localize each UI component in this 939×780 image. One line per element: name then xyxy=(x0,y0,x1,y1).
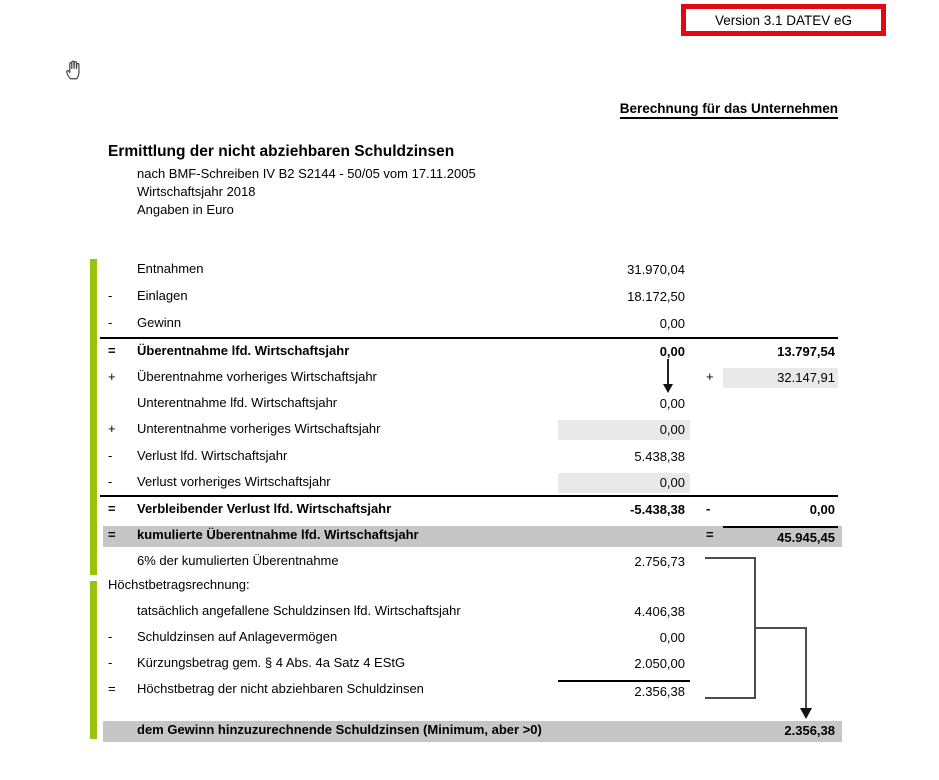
row-operator: - xyxy=(108,315,113,330)
sum-line xyxy=(100,495,838,497)
document-subtitle-year: Wirtschaftsjahr 2018 xyxy=(137,184,256,199)
table-row xyxy=(0,523,939,549)
row-value-col1: 0,00 xyxy=(659,316,685,331)
table-row xyxy=(0,444,939,470)
row-operator: - xyxy=(108,448,113,463)
document-title: Ermittlung der nicht abziehbaren Schuldzinsen xyxy=(108,143,455,160)
row-operator: = xyxy=(108,681,116,696)
row-value-col1: 2.756,73 xyxy=(634,554,685,569)
version-badge-label: Version 3.1 DATEV eG xyxy=(714,12,853,28)
row-label: Entnahmen xyxy=(137,261,204,276)
table-row xyxy=(0,497,939,523)
row-label: Unterentnahme lfd. Wirtschaftsjahr xyxy=(137,395,338,410)
row-value-col1: 0,00 xyxy=(659,396,685,411)
table-row xyxy=(0,625,939,651)
row-label: kumulierte Überentnahme lfd. Wirtschaftsjahr xyxy=(137,527,419,542)
table-row xyxy=(0,311,939,337)
row-value-col1: 31.970,04 xyxy=(627,262,685,277)
row-operator: - xyxy=(108,288,113,303)
document-subtitle-currency: Angaben in Euro xyxy=(137,202,234,217)
table-row xyxy=(0,549,939,575)
row-operator-col2: - xyxy=(706,501,711,516)
row-value-col1: 4.406,38 xyxy=(634,604,685,619)
table-row xyxy=(0,599,939,625)
table-row xyxy=(0,284,939,310)
row-operator-col2: = xyxy=(706,527,714,542)
row-label: tatsächlich angefallene Schuldzinsen lfd. Wirtschaftsjahr xyxy=(137,603,461,618)
row-label: Überentnahme vorheriges Wirtschaftsjahr xyxy=(137,369,377,384)
row-value-col1: 0,00 xyxy=(558,420,690,440)
table-row xyxy=(0,718,939,744)
document-subtitle-reference: nach BMF-Schreiben IV B2 S2144 - 50/05 vom 17.11.2005 xyxy=(137,166,476,181)
row-value-col1: 0,00 xyxy=(659,630,685,645)
row-label: Höchstbetragsrechnung: xyxy=(108,577,250,592)
row-label: Überentnahme lfd. Wirtschaftsjahr xyxy=(137,343,350,358)
row-value-col1: -5.438,38 xyxy=(630,502,685,517)
row-label: Gewinn xyxy=(137,315,182,330)
row-label: Höchstbetrag der nicht abziehbaren Schuldzinsen xyxy=(137,681,424,696)
row-operator: + xyxy=(108,421,116,436)
table-row xyxy=(0,365,939,391)
table-row xyxy=(0,391,939,417)
row-value-col1: 0,00 xyxy=(659,344,685,359)
row-value-col2: 45.945,45 xyxy=(723,526,838,546)
row-value-col1: 18.172,50 xyxy=(627,289,685,304)
row-label: 6% der kumulierten Überentnahme xyxy=(137,553,339,568)
table-row xyxy=(0,339,939,365)
row-value-col1: 2.356,38 xyxy=(558,680,690,700)
row-value-col1: 0,00 xyxy=(558,473,690,493)
row-operator: = xyxy=(108,501,116,516)
row-label: Verbleibender Verlust lfd. Wirtschaftsjahr xyxy=(137,501,392,516)
section-header: Berechnung für das Unternehmen xyxy=(620,101,838,119)
row-label: dem Gewinn hinzuzurechnende Schuldzinsen (Minimum, aber >0) xyxy=(137,722,542,737)
sum-line xyxy=(100,337,838,339)
row-label: Verlust vorheriges Wirtschaftsjahr xyxy=(137,474,331,489)
row-value-col2: 0,00 xyxy=(809,502,835,517)
row-label: Verlust lfd. Wirtschaftsjahr xyxy=(137,448,288,463)
row-operator: = xyxy=(108,527,116,542)
row-value-col2: 32.147,91 xyxy=(723,368,838,388)
row-value-col1: 2.050,00 xyxy=(634,656,685,671)
table-row xyxy=(0,651,939,677)
row-value-col1: 5.438,38 xyxy=(634,449,685,464)
row-label: Einlagen xyxy=(137,288,188,303)
row-value-col2: 2.356,38 xyxy=(784,723,835,738)
table-row xyxy=(0,417,939,443)
row-operator-col2: + xyxy=(706,369,714,384)
row-label: Kürzungsbetrag gem. § 4 Abs. 4a Satz 4 EStG xyxy=(137,655,406,670)
table-row xyxy=(0,677,939,703)
row-label: Unterentnahme vorheriges Wirtschaftsjahr xyxy=(137,421,381,436)
table-row xyxy=(0,470,939,496)
row-operator: = xyxy=(108,343,116,358)
row-operator: - xyxy=(108,629,113,644)
row-operator: - xyxy=(108,655,113,670)
row-operator: - xyxy=(108,474,113,489)
row-operator: + xyxy=(108,369,116,384)
row-label: Schuldzinsen auf Anlagevermögen xyxy=(137,629,338,644)
row-value-col2: 13.797,54 xyxy=(777,344,835,359)
table-row xyxy=(0,573,939,599)
table-row xyxy=(0,257,939,283)
